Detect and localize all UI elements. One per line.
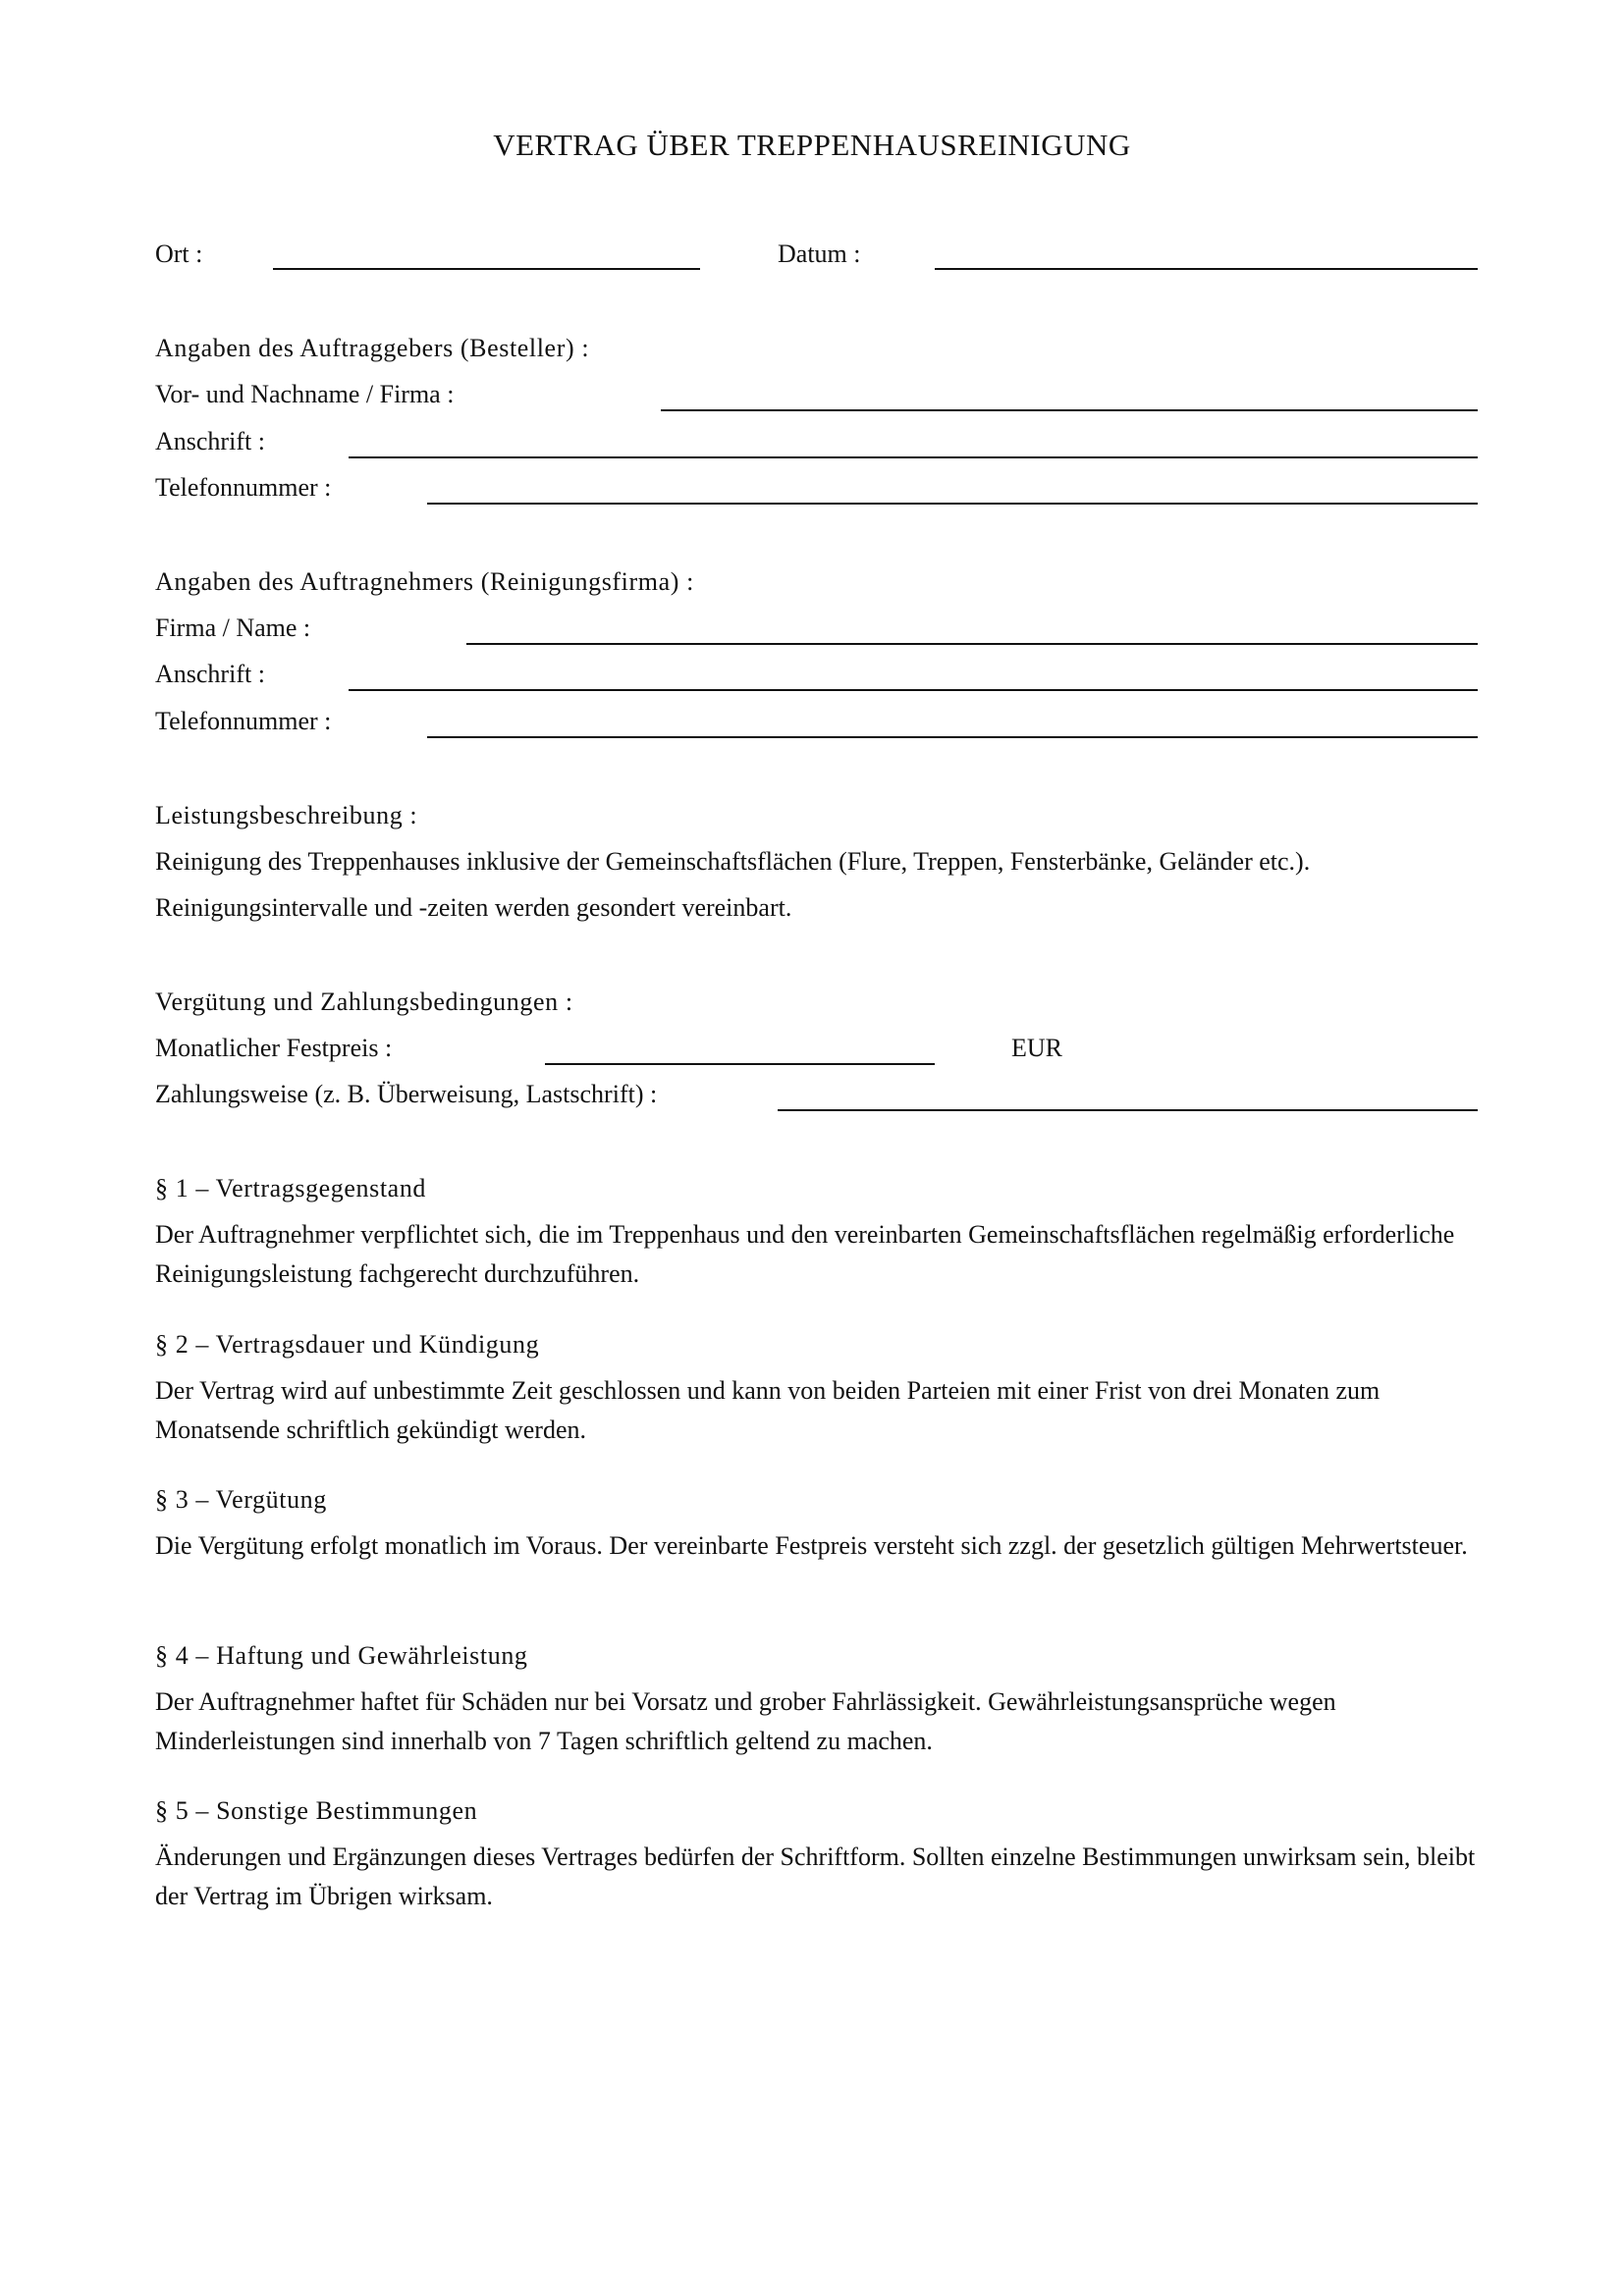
section-1-text: Der Auftragnehmer verpflichtet sich, die im Treppenhaus und den vereinbarten Gemeinschaftsflächen regelmäßig erforderliche Reinigungsleistung fachgerecht durchzuführen. (155, 1220, 1455, 1288)
section-3-heading: § 3 – Vergütung (155, 1485, 327, 1514)
auftragnehmer-heading: Angaben des Auftragnehmers (Reinigungsfirma) : (155, 567, 694, 596)
auftragnehmer-name-label: Firma / Name : (155, 614, 311, 642)
section-5-text: Änderungen und Ergänzungen dieses Vertrages bedürfen der Schriftform. Sollten einzelne Bestimmungen unwirksam sein, bleibt der Vertrag im Übrigen wirksam. (155, 1842, 1476, 1910)
section-1-heading: § 1 – Vertragsgegenstand (155, 1174, 427, 1202)
leistung-text-line1: Reinigung des Treppenhauses inklusive der Gemeinschaftsflächen (Flure, Treppen, Fensterbänke, Geländer etc.). (155, 847, 1311, 876)
verguetung-heading: Vergütung und Zahlungsbedingungen : (155, 988, 573, 1016)
auftraggeber-phone-label: Telefonnummer : (155, 473, 332, 502)
auftragnehmer-name-line[interactable] (466, 643, 1478, 645)
ort-label: Ort : (155, 240, 203, 268)
leistung-heading: Leistungsbeschreibung : (155, 801, 418, 829)
auftragnehmer-phone-line[interactable] (427, 736, 1478, 738)
zahlungsweise-label: Zahlungsweise (z. B. Überweisung, Lastschrift) : (155, 1080, 658, 1108)
leistung-text-line2: Reinigungsintervalle und -zeiten werden gesondert vereinbart. (155, 893, 792, 922)
document-title: VERTRAG ÜBER TREPPENHAUSREINIGUNG (493, 128, 1131, 162)
section-2-text: Der Vertrag wird auf unbestimmte Zeit geschlossen und kann von beiden Parteien mit einer Frist von drei Monaten zum Monatsende schriftlich gekündigt werden. (155, 1376, 1380, 1444)
section-4-heading: § 4 – Haftung und Gewährleistung (155, 1641, 528, 1670)
ort-field-line[interactable] (273, 268, 700, 270)
auftraggeber-address-line[interactable] (349, 456, 1478, 458)
auftraggeber-name-line[interactable] (661, 409, 1478, 411)
section-2-heading: § 2 – Vertragsdauer und Kündigung (155, 1330, 540, 1359)
auftraggeber-address-label: Anschrift : (155, 427, 265, 455)
auftragnehmer-address-label: Anschrift : (155, 660, 265, 688)
section-3-text: Die Vergütung erfolgt monatlich im Voraus. Der vereinbarte Festpreis versteht sich zzgl. der gesetzlich gültigen Mehrwertsteuer. (155, 1531, 1468, 1560)
datum-label: Datum : (778, 240, 861, 268)
auftraggeber-name-label: Vor- und Nachname / Firma : (155, 380, 455, 408)
currency-label: EUR (1011, 1034, 1062, 1062)
auftraggeber-phone-line[interactable] (427, 503, 1478, 505)
festpreis-field-line[interactable] (545, 1063, 935, 1065)
festpreis-label: Monatlicher Festpreis : (155, 1034, 393, 1062)
auftragnehmer-phone-label: Telefonnummer : (155, 707, 332, 735)
auftragnehmer-address-line[interactable] (349, 689, 1478, 691)
datum-field-line[interactable] (935, 268, 1478, 270)
section-4-text: Der Auftragnehmer haftet für Schäden nur bei Vorsatz und grober Fahrlässigkeit. Gewährleistungsansprüche wegen Minderleistungen sind innerhalb von 7 Tagen schriftlich geltend zu machen. (155, 1687, 1336, 1755)
zahlungsweise-field-line[interactable] (778, 1109, 1478, 1111)
auftraggeber-heading: Angaben des Auftraggebers (Besteller) : (155, 334, 590, 362)
section-5-heading: § 5 – Sonstige Bestimmungen (155, 1796, 478, 1825)
